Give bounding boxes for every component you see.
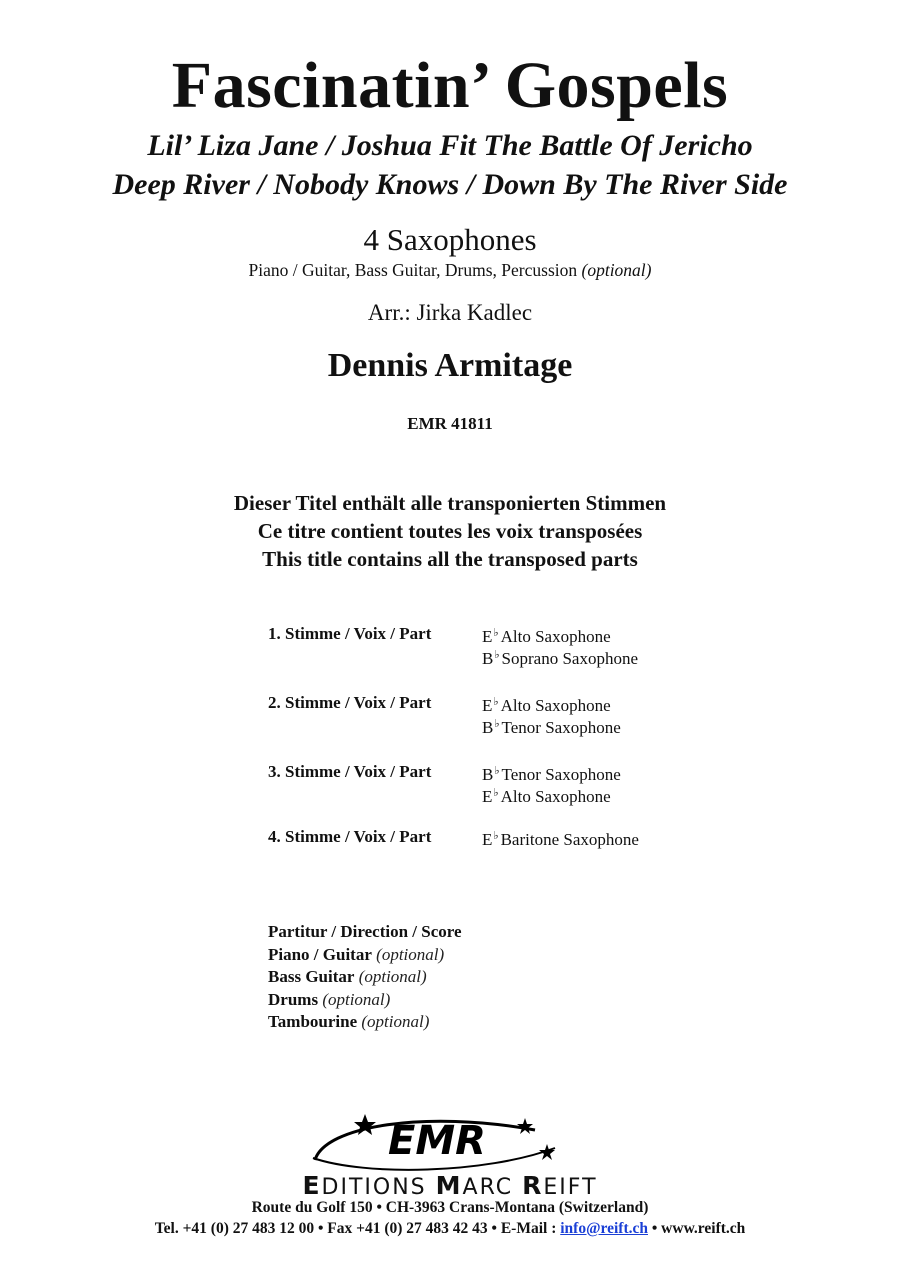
publisher-address: Route du Golf 150 • CH-3963 Crans-Montana (Switzerland): [251, 1199, 649, 1216]
transposed-notice-en: This title contains all the transposed parts: [262, 547, 638, 571]
part-instrument: B♭ Tenor Saxophone: [482, 765, 621, 784]
part-instruments: [482, 693, 621, 737]
part-label: 4. Stimme / Voix / Part: [268, 827, 432, 846]
instrumentation: 4 Saxophones: [363, 222, 537, 257]
flat-symbol: ♭: [493, 696, 499, 708]
flat-symbol: ♭: [493, 787, 499, 799]
emr-logo: [305, 1108, 565, 1178]
score-part: Piano / Guitar (optional): [268, 944, 445, 964]
arranger: Arr.: Jirka Kadlec: [367, 300, 533, 325]
part-label: 2. Stimme / Voix / Part: [268, 693, 432, 712]
part-instrument: B♭ Soprano Saxophone: [482, 649, 639, 668]
title: Fascinatin’ Gospels: [171, 49, 729, 122]
email-link[interactable]: info@reift.ch: [560, 1220, 648, 1237]
part-instrument: B♭ Tenor Saxophone: [482, 718, 621, 737]
part-label: 3. Stimme / Voix / Part: [268, 762, 432, 781]
accompaniment: [0, 259, 900, 281]
part-instruments: [482, 762, 621, 806]
transposed-notice-de: Dieser Titel enthält alle transponierten Stimmen: [233, 491, 667, 515]
score-parts-list: [268, 921, 462, 1034]
composer: Dennis Armitage: [327, 347, 573, 384]
part-instrument: E♭ Alto Saxophone: [482, 787, 611, 806]
part-instrument: E♭ Alto Saxophone: [482, 696, 611, 715]
transposed-notice-fr: Ce titre contient toutes les voix transposées: [257, 519, 643, 543]
flat-symbol: ♭: [494, 718, 500, 730]
part-label: 1. Stimme / Voix / Part: [268, 624, 432, 643]
score-part: Bass Guitar (optional): [268, 967, 427, 986]
part-instruments: [482, 827, 639, 849]
catalog-number: EMR 41811: [407, 414, 493, 433]
accompaniment-text: Piano / Guitar, Bass Guitar, Drums, Percussion: [248, 260, 578, 280]
accompaniment-note: (optional): [581, 260, 652, 280]
score-part: Tambourine (optional): [268, 1012, 430, 1031]
publisher-name: EDITIONS MARC REIFT: [302, 1171, 598, 1200]
part-instrument: E♭ Alto Saxophone: [482, 627, 611, 646]
publisher-contact: Tel. +41 (0) 27 483 12 00 • Fax +41 (0) 27 483 42 43 • E-Mail : info@reift.ch • www.reift.ch: [154, 1220, 746, 1237]
part-instruments: [482, 624, 638, 668]
flat-symbol: ♭: [494, 765, 500, 777]
website: • www.reift.ch: [651, 1220, 746, 1237]
part-instrument: E♭ Baritone Saxophone: [482, 830, 639, 849]
flat-symbol: ♭: [493, 627, 499, 639]
song-list-line-1: Lil’ Liza Jane / Joshua Fit The Battle Of Jericho: [147, 129, 753, 162]
score-part: Partitur / Direction / Score: [268, 922, 462, 941]
flat-symbol: ♭: [494, 649, 500, 661]
logo-text: EMR: [388, 1118, 486, 1164]
flat-symbol: ♭: [493, 830, 499, 842]
song-list-line-2: Deep River / Nobody Knows / Down By The River Side: [112, 168, 788, 201]
score-part: Drums (optional): [268, 989, 391, 1009]
